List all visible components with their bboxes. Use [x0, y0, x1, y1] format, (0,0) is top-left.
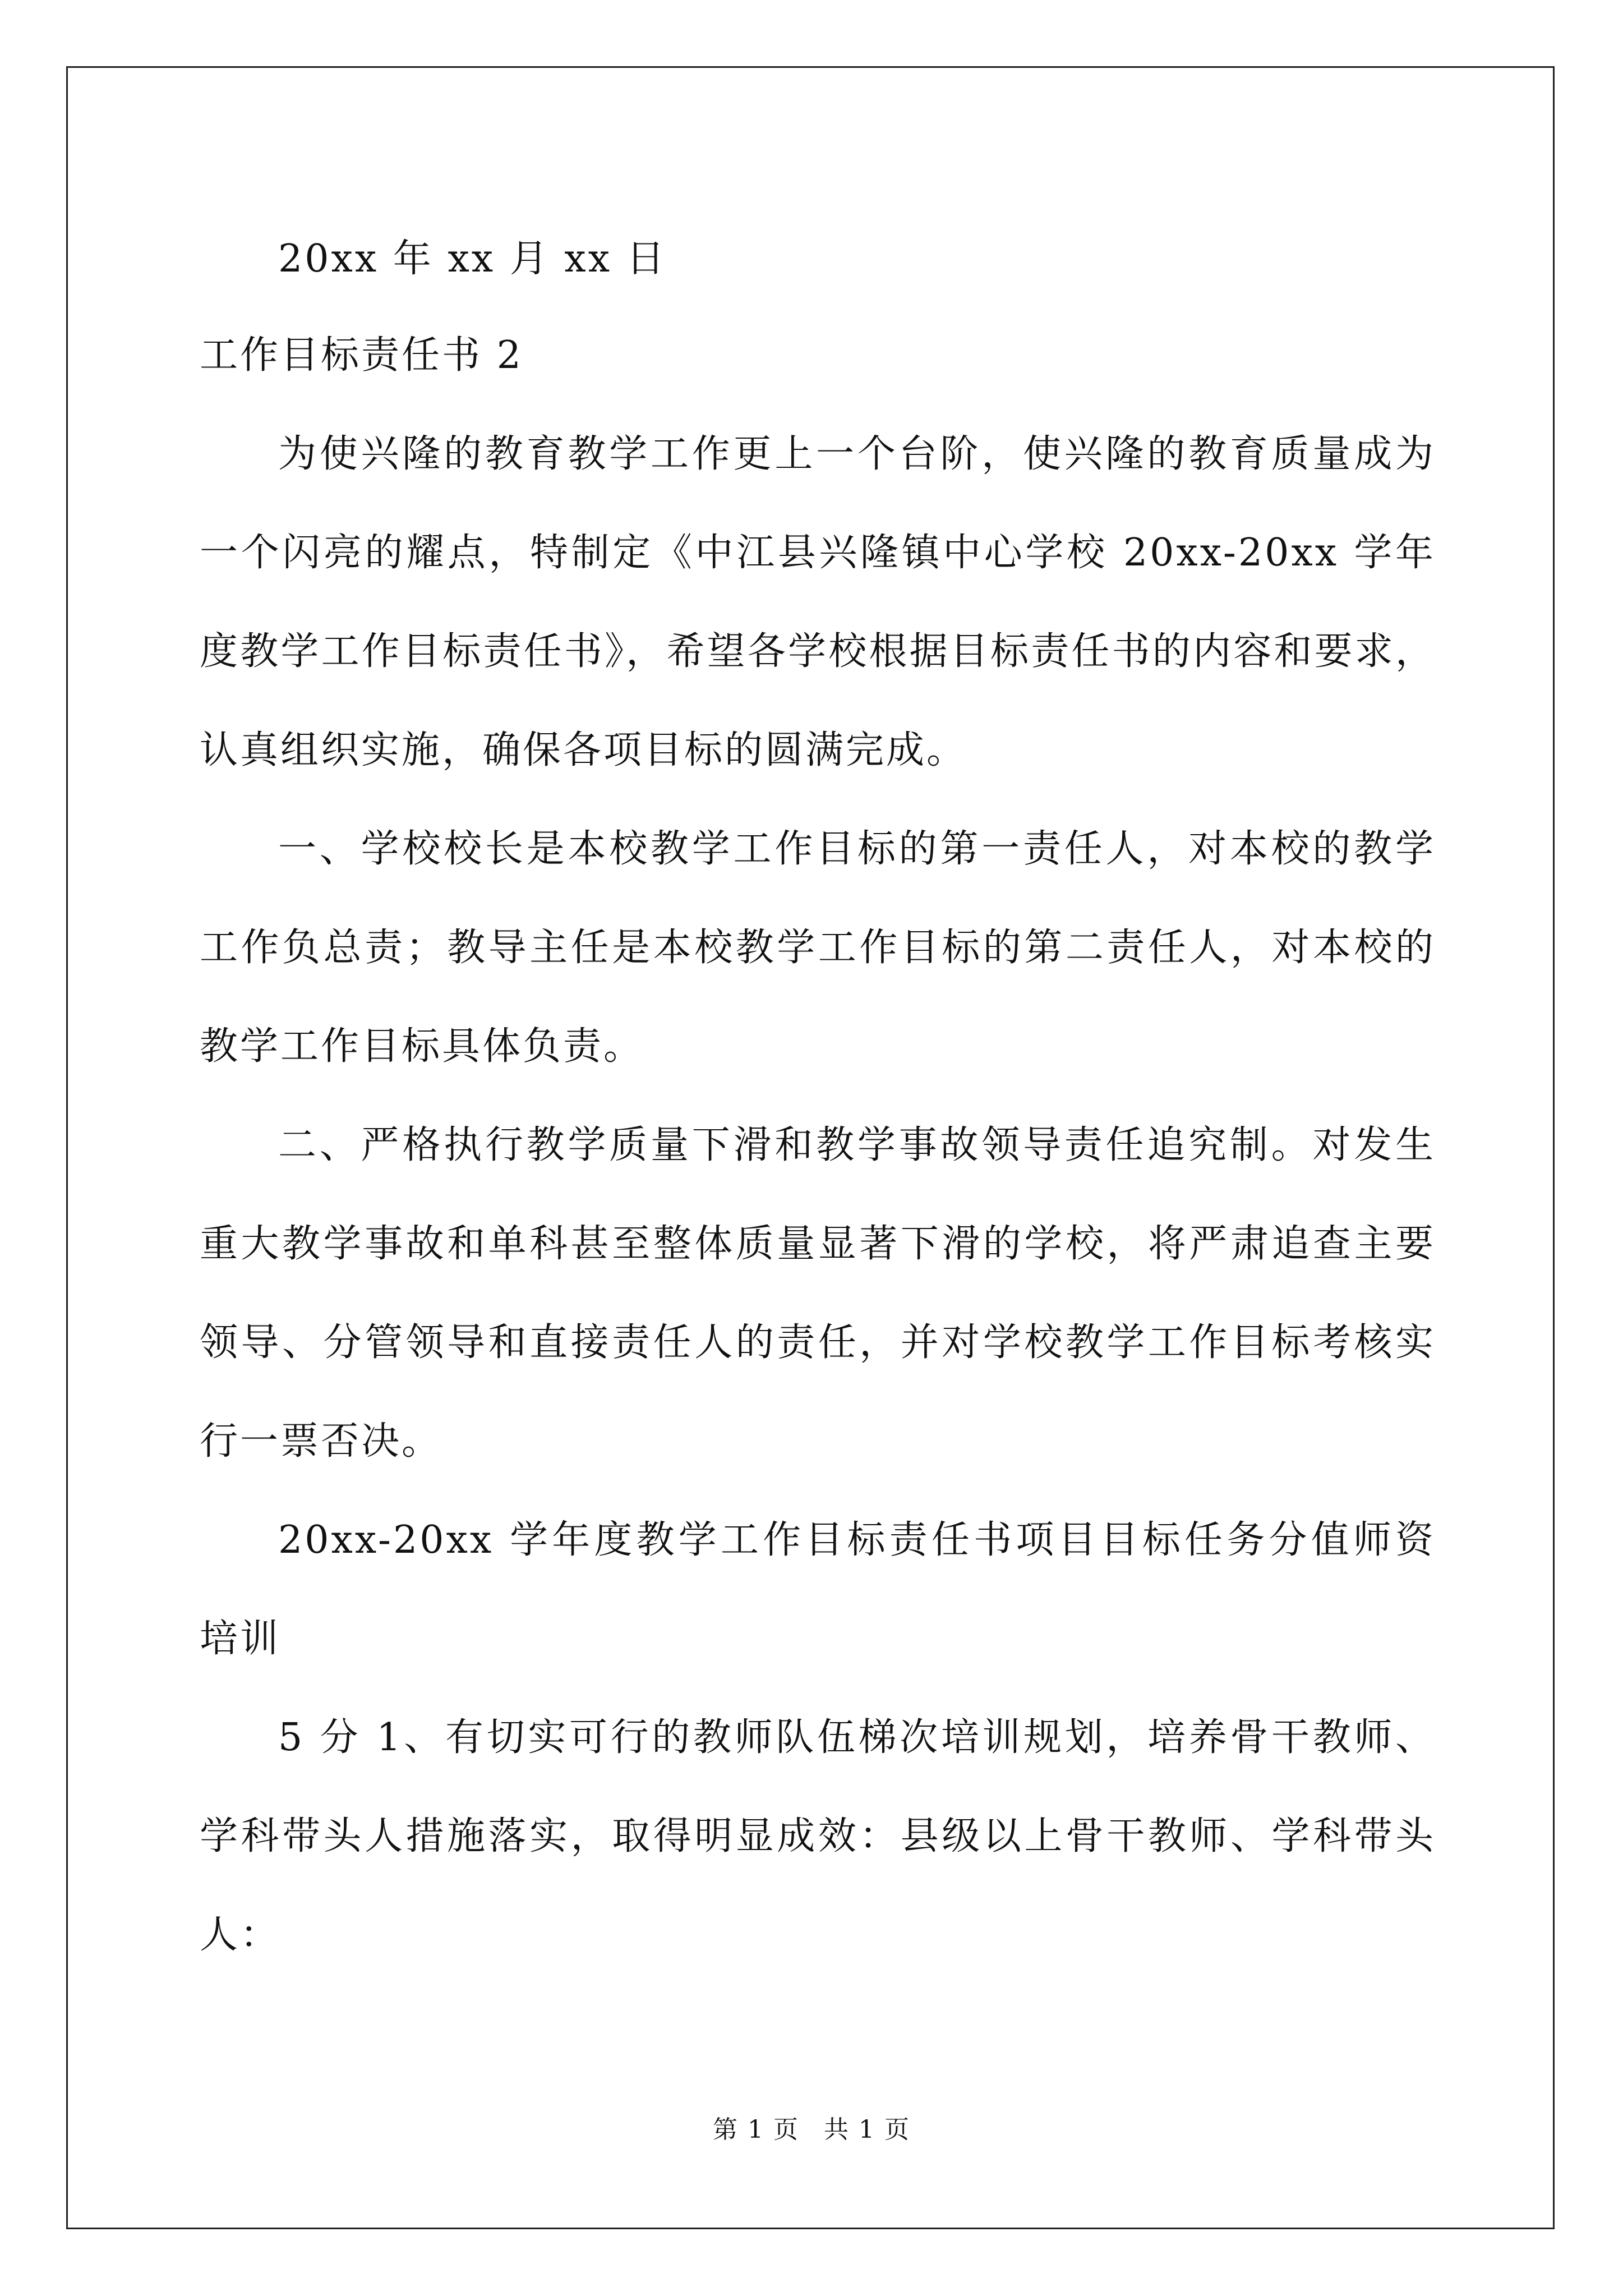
paragraph-item-2: 二、严格执行教学质量下滑和教学事故领导责任追究制。对发生重大教学事故和单科甚至整体质量显著下滑的学校，将严肃追查主要领导、分管领导和直接责任人的责任，并对学校教学工作目标考核实行一票否决。 — [200, 1123, 1436, 1464]
page-number-current: 第 1 页 — [713, 2115, 799, 2144]
paragraph-item-1: 一、学校校长是本校教学工作目标的第一责任人，对本校的教学工作负总责；教导主任是本校教学工作目标的第二责任人，对本校的教学工作目标具体负责。 — [200, 827, 1436, 1069]
paragraph-training: 5 分 1、有切实可行的教师队伍梯次培训规划，培养骨干教师、学科带头人措施落实，取得明显成效：县级以上骨干教师、学科带头人： — [200, 1715, 1436, 1957]
date-line: 20xx 年 xx 月 xx 日 — [278, 237, 667, 281]
paragraph-table-header: 20xx-20xx 学年度教学工作目标责任书项目目标任务分值师资培训 — [200, 1518, 1436, 1661]
page-footer — [0, 2109, 1623, 2145]
page-number-total: 共 1 页 — [824, 2115, 910, 2144]
paragraph-intro: 为使兴隆的教育教学工作更上一个台阶，使兴隆的教育质量成为一个闪亮的耀点，特制定《中江县兴隆镇中心学校 20xx-20xx 学年度教学工作目标责任书》，希望各学校根据目标责任书的内容和要求，认真组织实施，确保各项目标的圆满完成。 — [200, 432, 1436, 772]
document-heading: 工作目标责任书 2 — [200, 333, 523, 378]
